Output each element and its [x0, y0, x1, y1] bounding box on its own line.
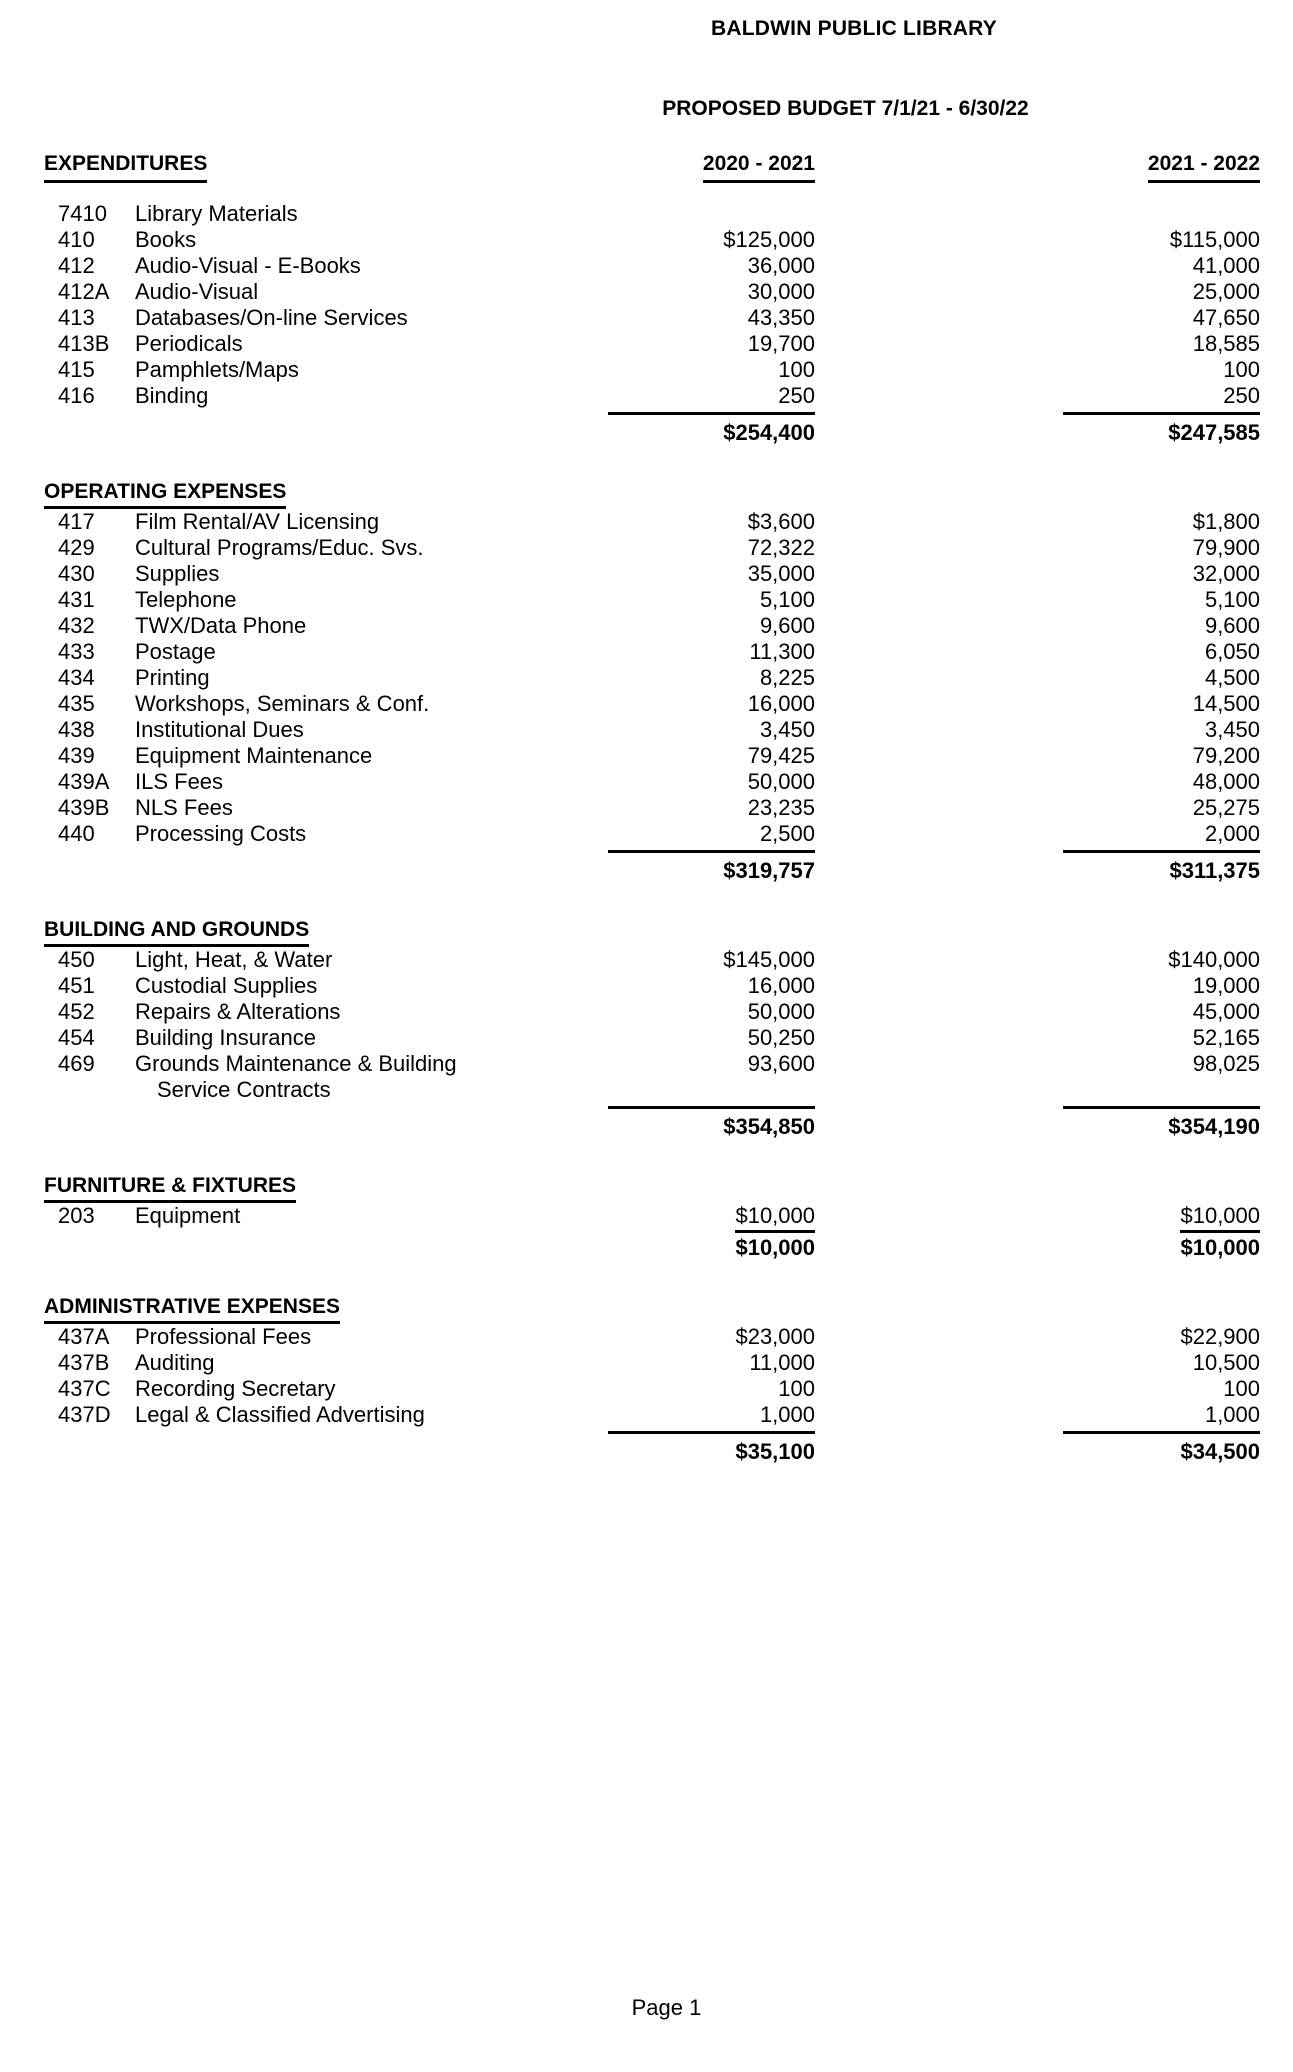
- subtotal-gap-cell: [815, 856, 1063, 886]
- account-code: 413B: [58, 331, 110, 356]
- amount-year-2: 79,900: [1192, 535, 1261, 560]
- table-row: [0, 795, 1293, 821]
- section-gap-spacer: [0, 1263, 1293, 1293]
- row-gap-cell: [815, 691, 1063, 717]
- section-heading-row: [0, 916, 1293, 947]
- amount-year-2: 14,500: [1192, 691, 1261, 716]
- table-row: [0, 509, 1293, 535]
- subtotal-label-spacer: [0, 1112, 608, 1142]
- section-heading-row: [0, 1293, 1293, 1324]
- table-row: [0, 1350, 1293, 1376]
- rule-spacer-middle: [815, 1103, 1063, 1112]
- amount-year-1: [608, 1077, 815, 1103]
- subtotal-rule-year-1: [608, 1103, 815, 1112]
- row-gap-cell: [815, 665, 1063, 691]
- row-gap-cell: [815, 201, 1063, 227]
- table-row: [0, 227, 1293, 253]
- amount-year-2: 4,500: [1204, 665, 1261, 690]
- amount-year-2: 48,000: [1192, 769, 1261, 794]
- table-row: [0, 769, 1293, 795]
- amount-year-1: 3,450: [759, 717, 815, 742]
- amount-year-1: 16,000: [747, 973, 815, 998]
- line-item-description: Workshops, Seminars & Conf.: [135, 691, 430, 716]
- line-item-description: Custodial Supplies: [135, 973, 318, 998]
- table-row: [0, 743, 1293, 769]
- row-gap-cell: [815, 821, 1063, 847]
- row-gap-cell: [815, 613, 1063, 639]
- subtotal-row: [0, 1233, 1293, 1263]
- rule-line: [608, 1431, 815, 1434]
- amount-year-1: 2,500: [759, 821, 815, 846]
- table-row: [0, 253, 1293, 279]
- row-gap-cell: [815, 999, 1063, 1025]
- amount-year-2: 100: [1223, 357, 1261, 382]
- table-row: [0, 1077, 1293, 1103]
- amount-year-1: 100: [778, 357, 815, 382]
- spacer-cell: [0, 1263, 1293, 1293]
- page-title: BALDWIN PUBLIC LIBRARY: [711, 17, 997, 40]
- table-row: [0, 1203, 1293, 1233]
- subtotal-label-spacer: [0, 856, 608, 886]
- section-gap-spacer: [0, 448, 1293, 478]
- amount-year-1: 8,225: [759, 665, 815, 690]
- subtotal-gap-cell: [815, 1233, 1063, 1263]
- column-header-expenditures: [0, 149, 608, 187]
- table-row: [0, 383, 1293, 409]
- line-item-description: Binding: [135, 383, 209, 408]
- amount-year-1: 11,000: [749, 1350, 815, 1375]
- amount-year-2: 18,585: [1192, 331, 1261, 356]
- row-gap-cell: [815, 1402, 1063, 1428]
- column-header-gap: [815, 149, 1063, 187]
- amount-year-1: 16,000: [747, 691, 815, 716]
- amount-year-2: 100: [1223, 1376, 1261, 1401]
- account-code: 430: [58, 561, 95, 586]
- line-item-description: Repairs & Alterations: [135, 999, 341, 1024]
- section-heading: [0, 1293, 1293, 1324]
- rule-spacer-right: [1260, 1103, 1293, 1112]
- table-row: [0, 973, 1293, 999]
- line-item-description: NLS Fees: [135, 795, 233, 820]
- amount-year-2: [1063, 1203, 1293, 1233]
- amount-year-2: 10,500: [1192, 1350, 1261, 1375]
- table-column-header-row: [0, 149, 1293, 187]
- subtotal-year-1: $254,400: [723, 420, 815, 445]
- amount-year-1: $145,000: [723, 947, 815, 972]
- row-gap-cell: [815, 1376, 1063, 1402]
- subtotal-row: [0, 418, 1293, 448]
- table-row: [0, 357, 1293, 383]
- row-gap-cell: [815, 947, 1063, 973]
- line-item-description: Legal & Classified Advertising: [135, 1402, 425, 1427]
- rule-spacer-right: [1260, 409, 1293, 418]
- rule-spacer-middle: [815, 409, 1063, 418]
- section-heading-label: ADMINISTRATIVE EXPENSES: [44, 1293, 340, 1324]
- row-gap-cell: [815, 227, 1063, 253]
- subtotal-label-spacer: [0, 418, 608, 448]
- subtotal-rule-year-2: [1063, 847, 1260, 856]
- amount-year-2-value: $10,000: [1180, 1203, 1260, 1233]
- subtotal-year-1: $319,757: [723, 858, 815, 883]
- account-code: 416: [58, 383, 95, 408]
- amount-year-2: $22,900: [1180, 1324, 1261, 1349]
- row-gap-cell: [815, 1324, 1063, 1350]
- line-item-description: Telephone: [135, 587, 237, 612]
- column-header-year-1-label: 2020 - 2021: [703, 149, 815, 183]
- amount-year-1: 50,000: [747, 999, 815, 1024]
- amount-year-1: 30,000: [747, 279, 815, 304]
- section-heading-label: BUILDING AND GROUNDS: [44, 916, 309, 947]
- row-gap-cell: [815, 743, 1063, 769]
- amount-year-2: 25,275: [1192, 795, 1261, 820]
- amount-year-1: $3,600: [747, 509, 815, 534]
- spacer-cell: [0, 187, 1293, 201]
- table-row: [0, 1402, 1293, 1428]
- line-item-description: Grounds Maintenance & Building: [135, 1051, 457, 1076]
- subtotal-rule-year-2: [1063, 1428, 1260, 1437]
- amount-year-1: [608, 201, 815, 227]
- account-code: 437D: [58, 1402, 111, 1427]
- amount-year-1: 23,235: [747, 795, 815, 820]
- table-row: [0, 1376, 1293, 1402]
- amount-year-1: [608, 1203, 815, 1233]
- budget-table: [0, 149, 1293, 1467]
- line-item-description: Service Contracts: [157, 1077, 331, 1102]
- amount-year-1: $23,000: [735, 1324, 815, 1349]
- table-row: [0, 279, 1293, 305]
- table-row: [0, 535, 1293, 561]
- amount-year-1: 11,300: [749, 639, 815, 664]
- subtotal-gap-cell: [815, 1437, 1063, 1467]
- account-code: 7410: [58, 201, 107, 226]
- column-header-year-1: [608, 149, 815, 187]
- account-code: 417: [58, 509, 95, 534]
- amount-year-2: 5,100: [1204, 587, 1261, 612]
- amount-year-1: 93,600: [747, 1051, 815, 1076]
- account-code: 413: [58, 305, 95, 330]
- line-item-description: Film Rental/AV Licensing: [135, 509, 380, 534]
- subtotal-gap-cell: [815, 418, 1063, 448]
- table-row: [0, 1051, 1293, 1077]
- table-row: [0, 305, 1293, 331]
- subtotal-rule-year-2: [1063, 1103, 1260, 1112]
- row-gap-cell: [815, 973, 1063, 999]
- table-row: [0, 613, 1293, 639]
- amount-year-1: 250: [778, 383, 815, 408]
- account-code: [0, 1077, 135, 1103]
- amount-year-2: 98,025: [1192, 1051, 1261, 1076]
- table-row: [0, 947, 1293, 973]
- line-item-description: Books: [135, 227, 197, 252]
- row-gap-cell: [815, 357, 1063, 383]
- amount-year-2: 47,650: [1192, 305, 1261, 330]
- column-header-expenditures-label: EXPENDITURES: [44, 149, 207, 183]
- rule-line: [608, 1106, 815, 1109]
- section-heading-row: [0, 478, 1293, 509]
- amount-year-1: 36,000: [747, 253, 815, 278]
- amount-year-2: 41,000: [1192, 253, 1261, 278]
- amount-year-2: $1,800: [1192, 509, 1261, 534]
- subtotal-rule-row: [0, 1103, 1293, 1112]
- row-gap-cell: [815, 1203, 1063, 1233]
- amount-year-2: 79,200: [1192, 743, 1261, 768]
- subtotal-rule-year-1: [608, 847, 815, 856]
- table-row: [0, 691, 1293, 717]
- table-row: [0, 331, 1293, 357]
- rule-spacer-left: [0, 847, 608, 856]
- subtotal-rule-year-1: [608, 1428, 815, 1437]
- amount-year-2: [1063, 1077, 1293, 1103]
- line-item-description: Professional Fees: [135, 1324, 312, 1349]
- spacer-cell: [0, 1142, 1293, 1172]
- subtotal-rule-year-1: [608, 409, 815, 418]
- amount-year-1-value: $10,000: [735, 1203, 815, 1233]
- line-item-description: Postage: [135, 639, 216, 664]
- rule-spacer-left: [0, 1103, 608, 1112]
- row-gap-cell: [815, 587, 1063, 613]
- account-code: 412A: [58, 279, 110, 304]
- account-code: 432: [58, 613, 95, 638]
- section-gap-spacer: [0, 1142, 1293, 1172]
- page-subtitle: PROPOSED BUDGET 7/1/21 - 6/30/22: [662, 97, 1029, 120]
- amount-year-2: 25,000: [1192, 279, 1261, 304]
- rule-line: [1063, 1431, 1260, 1434]
- subtotal-year-2: $247,585: [1168, 420, 1261, 445]
- row-gap-cell: [815, 1350, 1063, 1376]
- account-code: 437C: [58, 1376, 111, 1401]
- column-header-year-2: [1063, 149, 1293, 187]
- line-item-description: Supplies: [135, 561, 220, 586]
- subtotal-rule-row: [0, 1428, 1293, 1437]
- subtotal-year-2: $354,190: [1168, 1114, 1261, 1139]
- row-gap-cell: [815, 769, 1063, 795]
- subtotal-year-1: $10,000: [735, 1235, 815, 1260]
- rule-spacer-left: [0, 1428, 608, 1437]
- account-code: 469: [58, 1051, 95, 1076]
- row-gap-cell: [815, 1051, 1063, 1077]
- amount-year-2: 19,000: [1192, 973, 1261, 998]
- amount-year-2: $140,000: [1168, 947, 1261, 972]
- amount-year-1: $125,000: [723, 227, 815, 252]
- amount-year-2: 3,450: [1204, 717, 1261, 742]
- line-item-description: Printing: [135, 665, 210, 690]
- page-footer: Page 1: [631, 1995, 702, 2020]
- rule-spacer-right: [1260, 1428, 1293, 1437]
- subtotal-year-2: $10,000: [1180, 1235, 1261, 1260]
- account-code: 451: [58, 973, 95, 998]
- rule-spacer-left: [0, 409, 608, 418]
- line-item-description: Cultural Programs/Educ. Svs.: [135, 535, 424, 560]
- section-heading-label: FURNITURE & FIXTURES: [44, 1172, 296, 1203]
- row-gap-cell: [815, 561, 1063, 587]
- row-gap-cell: [815, 535, 1063, 561]
- table-row: [0, 639, 1293, 665]
- row-gap-cell: [815, 1077, 1063, 1103]
- line-item-description: Periodicals: [135, 331, 243, 356]
- subtotal-year-1: $354,850: [723, 1114, 815, 1139]
- table-row: [0, 201, 1293, 227]
- spacer-cell: [0, 886, 1293, 916]
- amount-year-2: 1,000: [1204, 1402, 1261, 1427]
- rule-line: [1063, 412, 1260, 415]
- account-code: 439B: [58, 795, 110, 820]
- row-gap-cell: [815, 383, 1063, 409]
- line-item-description: Library Materials: [135, 201, 298, 226]
- account-code: 435: [58, 691, 95, 716]
- rule-spacer-middle: [815, 1428, 1063, 1437]
- section-heading: [0, 916, 1293, 947]
- subtotal-row: [0, 1437, 1293, 1467]
- amount-year-2: $115,000: [1169, 227, 1261, 252]
- table-row: [0, 587, 1293, 613]
- line-item-description: Auditing: [135, 1350, 215, 1375]
- section-gap-spacer: [0, 886, 1293, 916]
- document-header: [0, 0, 1293, 121]
- amount-year-1: 1,000: [759, 1402, 815, 1427]
- account-code: 434: [58, 665, 95, 690]
- line-item-description: Processing Costs: [135, 821, 307, 846]
- subtotal-year-1: $35,100: [735, 1439, 815, 1464]
- table-row: [0, 1025, 1293, 1051]
- subtotal-row: [0, 856, 1293, 886]
- amount-year-1: 79,425: [747, 743, 815, 768]
- amount-year-1: 19,700: [747, 331, 815, 356]
- spacer-cell: [0, 448, 1293, 478]
- subtotal-rule-year-2: [1063, 409, 1260, 418]
- amount-year-1: 43,350: [747, 305, 815, 330]
- row-gap-cell: [815, 305, 1063, 331]
- account-code: 454: [58, 1025, 95, 1050]
- amount-year-2: 45,000: [1192, 999, 1261, 1024]
- account-code: 438: [58, 717, 95, 742]
- row-gap-cell: [815, 509, 1063, 535]
- column-header-year-2-label: 2021 - 2022: [1148, 149, 1260, 183]
- line-item-description: TWX/Data Phone: [135, 613, 307, 638]
- row-gap-cell: [815, 1025, 1063, 1051]
- table-row: [0, 821, 1293, 847]
- line-item-description: Audio-Visual - E-Books: [135, 253, 361, 278]
- rule-line: [608, 850, 815, 853]
- table-row: [0, 1324, 1293, 1350]
- account-code: 439A: [58, 769, 110, 794]
- account-code: 203: [58, 1203, 95, 1228]
- table-row: [0, 717, 1293, 743]
- rule-line: [1063, 1106, 1260, 1109]
- account-code: 437B: [58, 1350, 110, 1375]
- account-code: 410: [58, 227, 95, 252]
- section-heading: [0, 478, 1293, 509]
- row-gap-cell: [815, 795, 1063, 821]
- rule-line: [1063, 850, 1260, 853]
- account-code: 415: [58, 357, 95, 382]
- table-row: [0, 999, 1293, 1025]
- line-item-description: ILS Fees: [135, 769, 224, 794]
- amount-year-1: 9,600: [759, 613, 815, 638]
- amount-year-1: 50,250: [747, 1025, 815, 1050]
- account-code: 440: [58, 821, 95, 846]
- amount-year-1: 100: [778, 1376, 815, 1401]
- row-gap-cell: [815, 717, 1063, 743]
- amount-year-1: 50,000: [747, 769, 815, 794]
- subtotal-rule-row: [0, 847, 1293, 856]
- line-item-description: Institutional Dues: [135, 717, 304, 742]
- amount-year-2: 250: [1223, 383, 1261, 408]
- section-heading-label: OPERATING EXPENSES: [44, 478, 286, 509]
- line-item-description: Light, Heat, & Water: [135, 947, 333, 972]
- table-row: [0, 561, 1293, 587]
- account-code: 439: [58, 743, 95, 768]
- account-code: 437A: [58, 1324, 110, 1349]
- amount-year-2: 9,600: [1204, 613, 1261, 638]
- header-bottom-spacer: [0, 187, 1293, 201]
- line-item-description: Building Insurance: [135, 1025, 317, 1050]
- line-item-description: Databases/On-line Services: [135, 305, 408, 330]
- account-code: 450: [58, 947, 95, 972]
- subtotal-year-2: $311,375: [1169, 858, 1261, 883]
- rule-line: [608, 412, 815, 415]
- table-row: [0, 665, 1293, 691]
- amount-year-1: 72,322: [747, 535, 815, 560]
- amount-year-2: [1063, 201, 1293, 227]
- row-gap-cell: [815, 639, 1063, 665]
- subtotal-label-spacer: [0, 1437, 608, 1467]
- subtotal-rule-row: [0, 409, 1293, 418]
- account-code: 433: [58, 639, 95, 664]
- line-item-description: Pamphlets/Maps: [135, 357, 299, 382]
- amount-year-1: 5,100: [759, 587, 815, 612]
- section-heading: [0, 1172, 1293, 1203]
- line-item-description: Recording Secretary: [135, 1376, 336, 1401]
- subtotal-row: [0, 1112, 1293, 1142]
- account-code: 431: [58, 587, 95, 612]
- row-gap-cell: [815, 253, 1063, 279]
- amount-year-2: 32,000: [1192, 561, 1261, 586]
- account-code: 452: [58, 999, 95, 1024]
- account-code: 412: [58, 253, 95, 278]
- line-item-description: Equipment Maintenance: [135, 743, 373, 768]
- amount-year-2: 6,050: [1204, 639, 1261, 664]
- row-gap-cell: [815, 331, 1063, 357]
- rule-spacer-middle: [815, 847, 1063, 856]
- amount-year-2: 52,165: [1192, 1025, 1261, 1050]
- account-code: 429: [58, 535, 95, 560]
- amount-year-2: 2,000: [1204, 821, 1261, 846]
- section-heading-row: [0, 1172, 1293, 1203]
- amount-year-1: 35,000: [747, 561, 815, 586]
- subtotal-label-spacer: [0, 1233, 608, 1263]
- subtotal-gap-cell: [815, 1112, 1063, 1142]
- rule-spacer-right: [1260, 847, 1293, 856]
- line-item-description: Equipment: [135, 1203, 241, 1228]
- row-gap-cell: [815, 279, 1063, 305]
- line-item-description: Audio-Visual: [135, 279, 259, 304]
- subtotal-year-2: $34,500: [1180, 1439, 1261, 1464]
